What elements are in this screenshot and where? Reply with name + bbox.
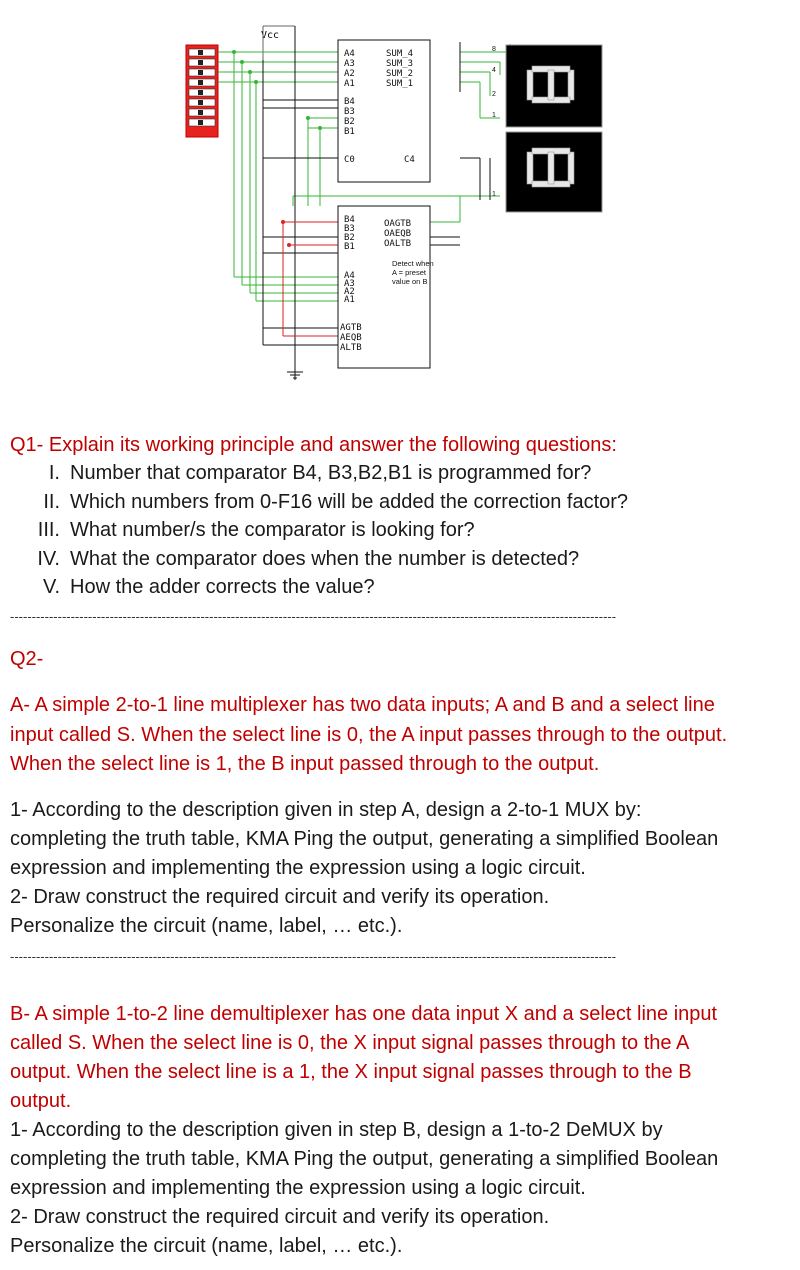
weight-1-tens: 1 bbox=[492, 191, 496, 198]
comp-note-line2: A = preset bbox=[392, 268, 426, 277]
list-item bbox=[10, 548, 790, 577]
separator-line: -------------------------------------------------------------------------------------------------------------------------------------------- bbox=[10, 950, 617, 964]
adder-out-sum3: SUM_3 bbox=[386, 59, 414, 69]
q2-part-b-tasks bbox=[10, 1116, 790, 1261]
comp-note-line3: value on B bbox=[392, 277, 428, 286]
comp-in-b3: B3 bbox=[344, 224, 355, 234]
q1-title: Q1- Explain its working principle and answer the following questions: bbox=[10, 434, 617, 456]
comp-in-a2: A2 bbox=[344, 287, 355, 297]
comp-in-a4: A4 bbox=[344, 271, 355, 281]
adder-in-c0: C0 bbox=[344, 155, 355, 165]
text-line: Personalize the circuit (name, label, … etc.). bbox=[10, 1235, 403, 1257]
text-line: A- A simple 2-to-1 line multiplexer has two data inputs; A and B and a select line bbox=[10, 694, 715, 716]
q2-part-a-description bbox=[10, 691, 790, 780]
text-line: expression and implementing the expression using a logic circuit. bbox=[10, 1177, 586, 1199]
comp-out-oagtb: OAGTB bbox=[384, 219, 412, 229]
adder-in-a3: A3 bbox=[344, 59, 355, 69]
text-line: completing the truth table, KMA Ping the output, generating a simplified Boolean bbox=[10, 1148, 719, 1170]
item-number: I. bbox=[48, 462, 60, 484]
adder-out-sum4: SUM_4 bbox=[386, 49, 414, 59]
item-text: What number/s the comparator is looking for? bbox=[70, 519, 475, 541]
adder-in-b2: B2 bbox=[344, 117, 355, 127]
item-number: IV. bbox=[37, 547, 60, 570]
comp-out-oaltb: OALTB bbox=[384, 239, 412, 249]
item-number: II. bbox=[43, 490, 60, 513]
comp-in-aeqb: AEQB bbox=[340, 333, 362, 343]
item-number: III. bbox=[37, 519, 60, 541]
list-item bbox=[10, 519, 790, 548]
text-line: expression and implementing the expression using a logic circuit. bbox=[10, 857, 586, 879]
comp-in-agtb: AGTB bbox=[340, 323, 362, 333]
adder-out-c4: C4 bbox=[404, 155, 415, 165]
comp-in-altb: ALTB bbox=[340, 343, 362, 353]
text-line: output. bbox=[10, 1090, 72, 1112]
text-line: Personalize the circuit (name, label, … etc.). bbox=[10, 915, 403, 937]
comp-in-b4: B4 bbox=[344, 215, 355, 225]
q2-part-b-description bbox=[10, 1000, 790, 1116]
text-line: 1- According to the description given in step A, design a 2-to-1 MUX by: bbox=[10, 799, 642, 821]
adder-in-b4: B4 bbox=[344, 97, 355, 107]
list-item bbox=[10, 491, 790, 520]
adder-out-sum1: SUM_1 bbox=[386, 79, 414, 89]
comp-in-b2: B2 bbox=[344, 233, 355, 243]
comp-note-line1: Detect when bbox=[392, 259, 434, 268]
separator-line: -------------------------------------------------------------------------------------------------------------------------------------------- bbox=[10, 610, 617, 624]
item-text: How the adder corrects the value? bbox=[70, 576, 375, 598]
weight-8: 8 bbox=[492, 46, 496, 53]
q2-part-a-tasks bbox=[10, 796, 790, 941]
item-number: V. bbox=[42, 576, 60, 598]
item-text: Number that comparator B4, B3,B2,B1 is programmed for? bbox=[70, 462, 592, 484]
text-line: completing the truth table, KMA Ping the output, generating a simplified Boolean bbox=[10, 828, 719, 850]
comp-in-b1: B1 bbox=[344, 242, 355, 252]
comp-out-oaeqb: OAEQB bbox=[384, 229, 412, 239]
seven-segment-display-ones bbox=[506, 45, 602, 127]
adder-out-sum2: SUM_2 bbox=[386, 69, 414, 79]
seven-segment-display-tens bbox=[506, 132, 602, 212]
weight-1: 1 bbox=[492, 112, 496, 119]
item-text: Which numbers from 0-F16 will be added the correction factor? bbox=[70, 490, 629, 513]
dip-switch[interactable] bbox=[186, 45, 218, 137]
text-line: B- A simple 1-to-2 line demultiplexer has one data input X and a select line input bbox=[10, 1003, 718, 1025]
weight-2: 2 bbox=[492, 91, 496, 98]
adder-in-b1: B1 bbox=[344, 127, 355, 137]
adder-in-b3: B3 bbox=[344, 107, 355, 117]
adder-in-a1: A1 bbox=[344, 79, 355, 89]
adder-in-a4: A4 bbox=[344, 49, 355, 59]
text-line: input called S. When the select line is 0, the A input passes through to the output. bbox=[10, 723, 728, 746]
text-line: 2- Draw construct the required circuit and verify its operation. bbox=[10, 1206, 550, 1228]
comp-in-a3: A3 bbox=[344, 279, 355, 289]
text-line: 2- Draw construct the required circuit and verify its operation. bbox=[10, 886, 550, 908]
q1-question-list bbox=[10, 462, 790, 605]
text-line: called S. When the select line is 0, the X input signal passes through to the A bbox=[10, 1032, 690, 1054]
item-text: What the comparator does when the number is detected? bbox=[70, 547, 580, 570]
circuit-schematic bbox=[0, 0, 800, 420]
adder-in-a2: A2 bbox=[344, 69, 355, 79]
text-line: 1- According to the description given in step B, design a 1-to-2 DeMUX by bbox=[10, 1119, 663, 1141]
text-line: output. When the select line is a 1, the X input signal passes through to the B bbox=[10, 1061, 692, 1083]
weight-4: 4 bbox=[492, 67, 496, 74]
vcc-label: Vcc bbox=[261, 30, 280, 41]
list-item bbox=[10, 462, 790, 491]
comp-in-a1: A1 bbox=[344, 295, 355, 305]
list-item bbox=[10, 576, 790, 605]
q2-title: Q2- bbox=[10, 648, 44, 670]
text-line: When the select line is 1, the B input passed through to the output. bbox=[10, 753, 600, 775]
